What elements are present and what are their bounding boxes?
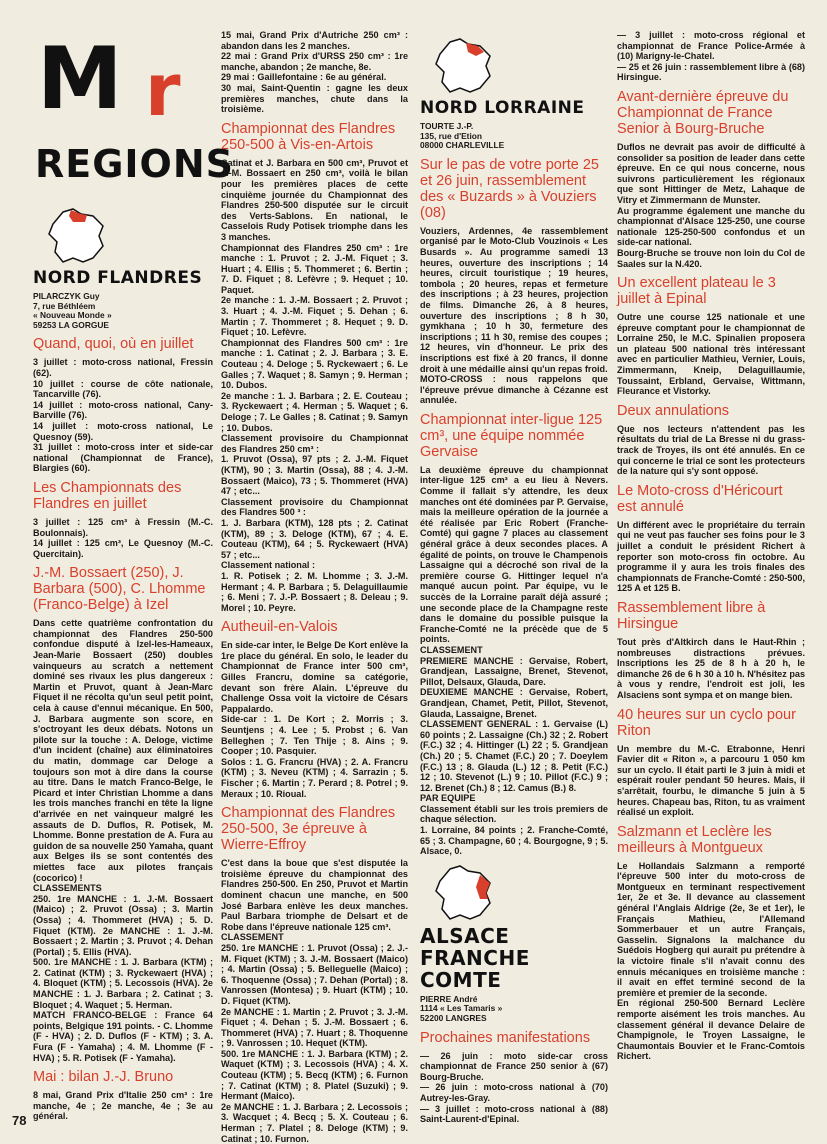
section-body: La deuxième épreuve du championnat inter-ligue 125 cm³ a eu lieu à Nevers. Comme il fallait s'y attendre, les deux manches ont été dominées par P. Gervaise, mais la meilleure opération de la journée a été réalisée par Eric Robert (Franche-Comté) qui gagne 7 places au classement général grâce à deux secondes places. A égalité de points, on trouve le Champenois Lassaigne qui a décroché son rival de la première course G. Hittinger lequel n'a manqué aucun point. Par équipe, vu le succès de la Lorraine paraît déjà assuré ; une seconde place de la Champagne reste dans le domaine du possible puisque la Franche-Comté ne la précède que de 5 points. CLASSEMENT PREMIERE MANCHE : Gervaise, Robert, Grandjean, Lassaigne, Brenet, Stevenot, Pillot, Delsaux, Glauda, Dare. DEUXIEME MANCHE : Gervaise, Robert, Grandjean, Chamet, Petit, Pillot, Stevenot, Glauda, Lassaigne, Brenet. CLASSEMENT GENERAL : 1. Gervaise (L) 60 points ; 2. Lassaigne (Ch.) 32 ; 2. Robert (F.C.) 32 ; 4. Hittinger (L) 22 ; 5. Grandjean (Ch.) 20 ; 5. Chamet (F.C.) 20 ; 7. Doeylem (F.C.) 13 ; 8. Glauda (L.) 12 ; 8. Petit (F.C.) 12 ; 10. Stevenot (L.) 9 ; 10. Pillot (F.C.) 9 ; 12. Brenet (Ch.) 8 ; 12. Camus (B.) 8. PAR EQUIPE Classement établi sur les trois premiers de chaque sélection. 1. Lorraine, 84 points ; 2. Franche-Comté, 65 ; 3. Champagne, 60 ; 4. Bourgogne, 9 ; 5. Alsace, 0. [420,464,608,857]
section-body: — 26 juin : moto side-car cross championnat de France 250 senior à (67) Bourg-Bruche. — 26 juin : moto-cross national à (70) Autrey-les-Gray. — 3 juillet : moto-cross national à (88) Saint-Laurent-d'Epinal. [420,1050,608,1125]
region-contact: PIERRE André 1114 « Les Tamaris » 52200 LANGRES [420,993,503,1024]
region-contact: TOURTE J.-P. 135, rue d'Etion 08000 CHARLEVILLE [420,121,505,151]
section-body: Vouziers, Ardennes, 4e rassemblement organisé par le Moto-Club Vouzinois « Les Busards ». Au programme samedi 13 heures, ouverture des inscriptions ; 14 heures, circuit touristique ; 19 heures, tombola ; 20 heures, repas et fermeture des inscriptions ; à 23 heures, projection de films. Dimanche 26, à 8 heures, ouverture des inscriptions ; 8 h 30, gymkhana ; 10 h 30, fermeture des inscriptions ; 11 h 30, remise des coupes ; 12 heures, vin d'honneur. Le prix des inscriptions est fixé à 20 francs, il donne droit à une médaille ainsi qu'un repas froid. MOTO-CROSS : nous rappelons que l'épreuve prévue dimanche à Cézanne est annulée. [420,225,608,406]
column-1 [33,29,235,1140]
section-body: Le Hollandais Salzmann a remporté l'épreuve 500 inter du moto-cross de Montgueux en terminant respectivement 1er, 2e et 3e. Il devance au classement général l'Anglais Aldrige (2e, 3e et 1er), le Français Mathieu, l'Allemand Sommerbauer et un autre Français, Gasselin. Signalons la malchance du Suédois Hogberg qui aurait pu prétendre à la victoire finale s'il n'avait connu des ennuis mécaniques en troisième manche : il avait en effet terminé second de la première et premier de la seconde. En régional 250-500 Bernard Leclère remporte aisément les trois manches. Au classement général il devance Delaire de Champignole, le Troyen Lassaigne, le Chaumontais Bouvier et le Franc-Comtois Richert. [617,860,805,1062]
section-body: Duflos ne devrait pas avoir de difficulté à consolider sa position de leader dans cette épreuve. En ce qui nous concerne, nous suivrons particulièrement les régionaux que sont Hittinger de Metz, Lahaque de Vitry et Zimmermann de Munster. Au programme également une manche du championnat d'Alsace 125-250, une course nationale 125-250-500 confondus et un side-car national. Bourg-Bruche se trouve non loin du Col de Saales sur la N.420. [617,141,805,269]
section-heading: Championnat inter-ligue 125 cm³, une équipe nommée Gervaise [420,411,603,460]
section-body: En side-car inter, le Belge De Kort enlève la 1re place du général. En solo, le leader du Championnat de France inter 500 cm³, Gilles Francru, domine sa catégorie, devant son frère Alain. L'épreuve du Challenge Ossa voit la victoire de Césars Pappalardo. Side-car : 1. De Kort ; 2. Morris ; 3. Seuntjens ; 4. Lee ; 5. Probst ; 6. Van Belleghen ; 7. Ten Thije ; 8. Ains ; 9. Cooper ; 10. Pasquier. Solos : 1. G. Francru (HVA) ; 2. A. Francru (KTM) ; 3. Neveu (KTM) ; 4. Sarrazin ; 5. Fischer ; 6. Martin ; 7. Perard ; 8. Potrel ; 9. Meraux ; 10. Rioual. [221,640,408,799]
section-heading: J.-M. Bossaert (250), J. Barbara (500), C. Lhomme (Franco-Belge) à Izel [33,565,206,614]
region-title: ALSACE FRANCHE COMTE [420,923,530,992]
section-heading: Championnat des Flandres 250-500 à Vis-en-Artois [221,120,396,153]
logo-letter-r: r [145,48,181,132]
section-body: 3 juillet : 125 cm³ à Fressin (M.-C. Boulonnais). 14 juillet : 125 cm³, Le Quesnoy (M.-C. Quercitain). [33,516,213,559]
section-heading: Quand, quoi, où en juillet [33,336,194,353]
section-body: Outre une course 125 nationale et une épreuve comptant pour le championnat de Lorraine 250, le M.C. Spinalien proposera un plateau 500 national très intéressant avec en particulier Mathieu, Vernier, Louis, Zimmermann, Kneip, Delaguillaumie, Toussaint, Erbland, Gervaise, Wittmann, Fleurance et Vistorky. [617,312,805,397]
section-heading: Salzmann et Leclère les meilleurs à Montgueux [617,823,772,856]
section-heading: Avant-dernière épreuve du Championnat de France Senior à Bourg-Bruche [617,88,789,137]
section-body: — 3 juillet : moto-cross régional et championnat de France Police-Armée à (10) Marigny-le-Chatel. — 25 et 26 juin : rassemblement libre à (68) Hirsingue. [617,30,805,83]
section-heading: Deux annulations [617,402,730,419]
france-map-icon [43,206,113,266]
region-contact: PILARCZYK Guy 7, rue Béthléem « Nouveau Monde » 59253 LA GORGUE [33,291,112,330]
column-3 [420,30,608,1140]
section-heading: 40 heures sur un cyclo pour Riton [617,706,796,739]
section-heading: Les Championnats des Flandres en juillet [33,479,182,512]
logo-letter-m: M [37,29,119,129]
region-title: NORD FLANDRES [33,268,203,288]
section-body: C'est dans la boue que s'est disputée la troisième épreuve du championnat des Flandres 250-500. En 250, Pruvot et Martin dominent chacun une manche, en 500 José Barbara enlève les deux manches. Paul Barbara triomphe de Delsart et de Robe dans l'épreuve nationale 125 cm³. CLASSEMENT 250. 1re MANCHE : 1. Pruvot (Ossa) ; 2. J.-M. Fiquet (KTM) ; 3. J.-M. Bossaert (Maico) ; 4. Martin (Ossa) ; 5. Belleguelle (Maico) ; 6. Thoquenne (Ossa) ; 7. Dehan (Portal) ; 8. Vanrossen (Montesa) ; 9. Huart (KTM) ; 10. D. Fiquet (KTM). 2e MANCHE : 1. Martin ; 2. Pruvot ; 3. J.-M. Fiquet ; 4. Dehan ; 5. J.-M. Bossaert ; 6. Thommeret (HVA) ; 7. Huart ; 8. Thoquenne ; 9. Vanrossen ; 10. Hequet (KTM). 500. 1re MANCHE : 1. J. Barbara (KTM) ; 2. Waquet (KTM) ; 3. Lecossois (HVA) ; 4. X. Couteau (KTM) ; 5. Becq (KTM) ; 6. Furnon ; 7. Catinat (KTM) ; 8. Platel (Suzuki) ; 9. Hermant (Maico). 2e MANCHE : 1. J. Barbara ; 2. Lecossois ; 3. Wacquet ; 4. Becq ; 5. X. Couteau ; 6. Herman ; 7. Platel ; 8. Deloge (KTM) ; 9. Catinat ; 10. Furnon. [221,858,408,1144]
section-body: Un membre du M.-C. Etrabonne, Henri Favier dit « Riton », a parcouru 1 050 km sur un cyclo. Il était parti le 3 juin à midi et espérait rouler pendant 50 heures. Mais, il s'arrêtait, fourbu, le dimanche 5 juin à 5 heures. Chapeau bas, Riton, tu as vraiment réalisé un exploit. [617,743,805,818]
regions-logo [33,29,235,200]
section-body: 15 mai, Grand Prix d'Autriche 250 cm³ : abandon dans les 2 manches. 22 mai : Grand Prix d'URSS 250 cm³ : 1re manche, abandon ; 2e manche, 8e. 29 mai : Gaillefontaine : 6e au général. 30 mai, Saint-Quentin : gagne les deux premières manches, chute dans la troisième. [221,30,408,115]
section-body: Un différent avec le propriétaire du terrain qui ne veut pas faucher ses foins pour le 3 juillet a conduit le président Richert à reporter son moto-cross fin octobre. Au programme il y aura les trois finales des championnats de Franche-Comté : 250-500, 125 A et 125 B. [617,519,805,594]
section-body: Dans cette quatrième confrontation du championnat des Flandres 250-500 confondue disputé à Izel-les-Hameaux, Jean-Marie Bossaert (250) doubles vainqueurs au scratch a nettement dominé ses rivaux les plus dangereux : Martin et Pruvot, quant à Jean-Marc Fiquet il ne récolta qu'un seul petit point, cela à cause d'ennui mécanique. En 500, J. Barbara augmente son score, en s'octroyant les deux débats. Notons un pilote sur la touche : A. Deloge, victime d'un incident (chaîne) aux éliminatoires du matin, dommage car Deloge a toujours son mot à dire dans la course au titre. Dans le match Franco-Belge, le Picard et inter Christian Lhomme a dans les trois manches franchi en tête la ligne d'arrivée en net vainqueur malgré les assauts de D. Duflos, R. Potisek, M. Lhomme. Bonne prestation de A. Fura au guidon de sa nouvelle 250 Yamaha, quant aux Belges ils se sont contentés des miettes face aux pilotes français (cocorico) ! CLASSEMENTS 250. 1re MANCHE : 1. J.-M. Bossaert (Maico) ; 2. Pruvot (Ossa) ; 3. Martin (Ossa) ; 4. Thommeret (HVA) ; 5. D. Fiquet (KTM). 2e MANCHE : 1. J.-M. Bossaert ; 2. Martin ; 3. Pruvot ; 4. Dehan (Portal) ; 5. Ellis (HVA). 500. 1re MANCHE : 1. J. Barbara (KTM) ; 2. Catinat (KTM) ; 3. Ryckewaert (HVA) ; 4. Bloquet (KTM) ; 5. Lecossois (HVA). 2e MANCHE : 1. J. Barbara ; 2. Catinat ; 3. Bloquet ; 4. Waquet ; 5. Herman. MATCH FRANCO-BELGE : France 64 points, Belgique 191 points. - C. Lhomme (F - HVA) ; 2. D. Duflos (F - KTM) ; 3. A. Fura (F - Yamaha) ; 4. M. Lhomme (F - HVA) ; 5. R. Potisek (F - Yamaha). [33,618,213,1063]
section-heading: Un excellent plateau le 3 juillet à Epinal [617,275,776,308]
section-heading: Rassemblement libre à Hirsingue [617,599,766,632]
section-body: 8 mai, Grand Prix d'Italie 250 cm³ : 1re manche, 4e ; 2e manche, 4e ; 3e au général. [33,1090,213,1122]
section-heading: Sur le pas de votre porte 25 et 26 juin, rassemblement des « Buzards » à Vouziers (08) [420,156,599,221]
page-number: 78 [12,1113,27,1128]
column-2 [221,30,408,1144]
section-heading: Mai : bilan J.-J. Bruno [33,1069,174,1086]
section-body: Tout près d'Altkirch dans le Haut-Rhin ; nombreuses distractions prévues. Inscriptions les 25 de 8 h à 20 h, le dimanche 26 de 6 h 30 à 10 h. N'hésitez pas à vous y rendre, l'endroit est joli, les Alsaciens sont sympa et on mange bien. [617,636,805,700]
column-4 [617,30,805,1140]
section-body: 3 juillet : moto-cross national, Fressin (62). 10 juillet : course de côte nationale, Tancarville (76). 14 juillet : moto-cross national, Cany-Barville (76). 14 juillet : moto-cross national, Le Quesnoy (59). 31 juillet : moto-cross inter et side-car national (Championnat de France), Blargies (60). [33,357,213,474]
region-title: NORD LORRAINE [420,98,585,118]
section-body: Catinat et J. Barbara en 500 cm³, Pruvot et J.-M. Bossaert en 250 cm³, voilà le bilan pour les premières places de cette cinquième journée du Championnat des Flandres 250-500 disputée sur le circuit des Verts-Sablons. En national, le Casselois Rudy Potisek triomphe dans les 3 manches. Championnat des Flandres 250 cm³ : 1re manche : 1. Pruvot ; 2. J.-M. Fiquet ; 3. Huart ; 4. Ellis ; 5. Thommeret ; 6. Bertin ; 7. D. Fiquet ; 8. Lefèvre ; 9. Hequet ; 10. Paquet. 2e manche : 1. J.-M. Bossaert ; 2. Pruvot ; 3. Huart ; 4. J.-M. Fiquet ; 5. Dehan ; 6. Martin ; 7. Thommeret ; 8. Hequet ; 9. D. Fiquet ; 10. Lefèvre. Championnat des Flandres 500 cm³ : 1re manche : 1. Catinat ; 2. J. Barbara ; 3. E. Couteau ; 4. Deloge ; 5. Ryckewaert ; 6. Le Galles ; 7. Waquet ; 8. Samyn ; 9. Herman ; 10. Dubos. 2e manche : 1. J. Barbara ; 2. E. Couteau ; 3. Ryckewaert ; 4. Herman ; 5. Waquet ; 6. Deloge ; 7. Le Galles ; 8. Catinat ; 9. Samyn ; 10. Dubos. Classement provisoire du Championnat des Flandres 250 cm³ : 1. Pruvot (Ossa), 97 pts ; 2. J.-M. Fiquet (KTM), 90 ; 3. Martin (Ossa), 88 ; 4. J.-M. Bossaert (Maico), 73 ; 5. Thommeret (HVA) 47 ; etc... Classement provisoire du Championnat des Flandres 500 ³ : 1. J. Barbara (KTM), 128 pts ; 2. Catinat (KTM), 89 ; 3. Deloge (KTM), 67 ; 4. E. Couteau (KTM), 64 ; 5. Ryckewaert (HVA) 57 ; etc... Classement national : 1. R. Potisek ; 2. M. Lhomme ; 3. J.-M. Hermant ; 4. P. Barbara ; 5. Delaguillaumie ; 6. Meni ; 7. J.-P. Bossaert ; 8. Deleau ; 9. Morel ; 10. Peyre. [221,157,408,613]
logo-word: REGIONS [35,142,235,186]
section-heading: Prochaines manifestations [420,1029,591,1046]
france-map-icon [430,863,500,923]
section-body: Que nos lecteurs n'attendent pas les résultats du trial de La Bresse ni du grass-track de Troyes, ils ont été annulés. En ce qui concerne le trial ce sont les protecteurs de la nature qui s'y sont opposé. [617,423,805,477]
france-map-icon [430,36,500,96]
section-heading: Autheuil-en-Valois [221,619,338,636]
section-heading: Championnat des Flandres 250-500, 3e épreuve à Wierre-Effroy [221,805,396,854]
section-heading: Le Moto-cross d'Héricourt est annulé [617,482,783,515]
